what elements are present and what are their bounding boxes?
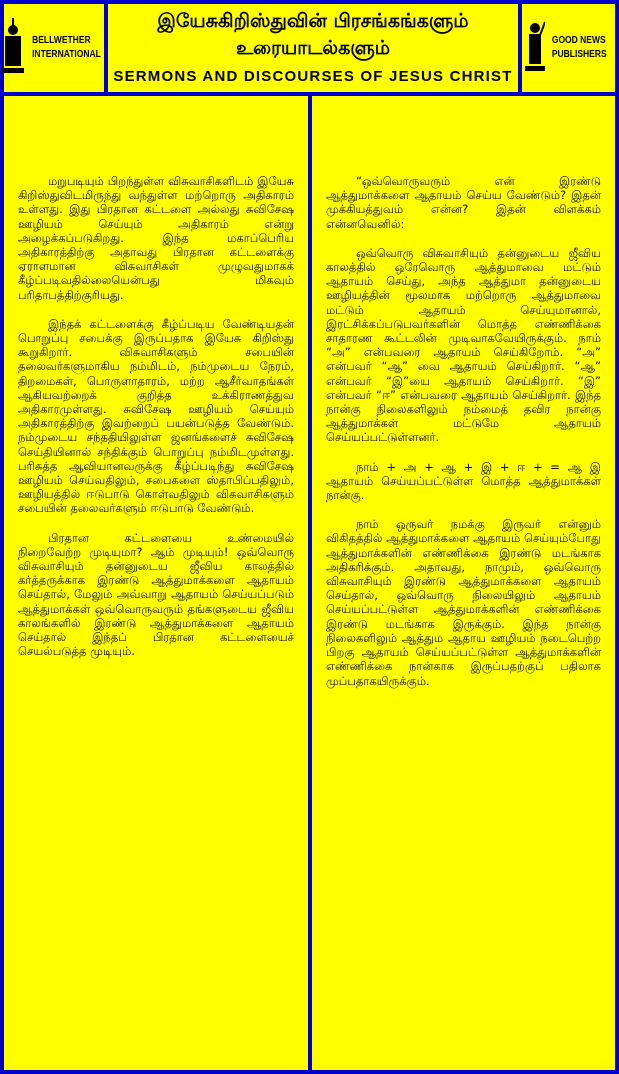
- left-paragraph: மறுபடியும் பிறந்துள்ள விசுவாசிகளிடம் இயேசு கிறிஸ்துவிடமிருந்து வந்துள்ள மற்றொரு அதிகாரம் உள்ளது. இது பிரதான கட்டளை அல்லது சுவிசேஷ ஊழியம் செய்யும் அதிகாரம் என்று அழைக்கப்படுகிறது. இந்த மகாப்பெரிய அதிகாரத்திற்கு அதாவது பிரதான கட்டளைக்கு ஏராளமான விசுவாசிகள் முழுவதுமாகக் கீழ்ப்படிவதில்லையென்பது மிகவும் பரிதாபத்திற்குரியது.: [18, 174, 294, 302]
- logo-right-line1: GOOD NEWS: [552, 35, 606, 46]
- title-english: SERMONS AND DISCOURSES OF JESUS CHRIST: [113, 68, 513, 85]
- herald-figure-icon: [525, 18, 545, 78]
- bellwether-figure-icon: [2, 18, 24, 78]
- good-news-publishers-logo: [522, 4, 615, 92]
- title-tamil-line2: உரையாடல்களும்: [235, 37, 391, 59]
- right-paragraph: நாம் + அ + ஆ + இ + ஈ + = ஆ இ ஆதாயம் செய்யப்பட்டுள்ள மொத்த ஆத்துமாக்கள் நான்கு.: [326, 459, 601, 503]
- logo-left-line2: INTERNATIONAL: [31, 49, 101, 60]
- logo-left-line1: BELLWETHER: [31, 35, 91, 46]
- right-column: [312, 96, 615, 1070]
- page-title-block: [108, 4, 518, 92]
- title-tamil-line1: இயேசுகிறிஸ்துவின் பிரசங்கங்களும்: [157, 10, 469, 32]
- left-column: [4, 96, 308, 1070]
- right-paragraph: “ஒவ்வொருவரும் என் இரண்டு ஆத்துமாக்களை ஆதாயம் செய்ய வேண்டும்? இதன் முக்கியத்துவம் என்ன? இதன் விளக்கம் என்னவெனில்:: [326, 174, 601, 231]
- right-paragraph: ஒவ்வொரு விசுவாசியும் தன்னுடைய ஜீவிய காலத்தில் ஒரேவொரு ஆத்துமாவை மட்டும் ஆதாயம் செய்து, அந்த ஆத்துமா தன்னுடைய ஊழியத்தின் மூலமாக மற்றொரு ஆத்துமாவை மட்டும் ஆதாயம் செய்யுமானால், இரட்சிக்கப்படுபவர்களின் மொத்த எண்ணிக்கை சாதாரண கூட்டலின் முடிவாகவேயிருக்கும். நாம் “அ” என்பவரை ஆதாயம் செய்கிறோம். “அ” என்பவர் “ஆ” வை ஆதாயம் செய்கிறார். “ஆ” என்பவர் “இ”யை ஆதாயம் செய்கிறார். “இ” என்பவர் “ஈ” என்பவரை ஆதாயம் செய்கிறார். இந்த நான்கு நிலைகளிலும் நம்மைத் தவிர நான்கு ஆத்துமாக்கள் மட்டுமே ஆதாயம் செய்யப்பட்டுள்ளனர்.: [326, 245, 601, 445]
- bellwether-logo: [4, 4, 104, 92]
- logo-right-line2: PUBLISHERS: [552, 49, 607, 60]
- left-paragraph: இந்தக் கட்டளைக்கு கீழ்ப்படிய வேண்டியதன் பொறுப்பு சபைக்கு இருப்பதாக இயேசு கிறிஸ்து கூறுகிறார். விசுவாசிகளும் சபையின் தலைவர்களுமாகிய நம்மிடம், நம்முடைய நேரம், திறமைகள், பொருளாதாரம், மற்ற ஆசீர்வாதங்கள் ஆகியவற்றைக் குறித்த உக்கிராணத்துவ அதிகாரமுள்ளது. சுவிசேஷ ஊழியம் செய்யும் அதிகாரத்திற்கு இவற்றைப் பயன்படுத்த வேண்டும். நம்முடைய சந்ததியிலுள்ள ஜனங்களைச் சுவிசேஷ செய்தியினால் சந்திக்கும் பொறுப்பு நம்மிடமுள்ளது. பரிசுத்த ஆவியானவருக்கு கீழ்ப்படிந்து சுவிசேஷ ஊழியம் செய்வதிலும், சபைகளை ஸ்தாபிப்பதிலும், ஊழியத்தில் ஈடுபாடு கொள்வதிலும் விசுவாசிகளும் சபையின் தலைவர்களும் ஈடுபாடு வேண்டும்.: [18, 316, 294, 516]
- right-paragraph: நாம் ஒருவர் நமக்கு இருவர் என்னும் விகிதத்தில் ஆத்துமாக்களை ஆதாயம் செய்யும்போது ஆத்துமாக்களின் எண்ணிக்கை இரண்டு மடங்காக அதிகரிக்கும். அதாவது, நாமும், ஒவ்வொரு விசுவாசியும் இரண்டு ஆத்துமாக்களை ஆதாயம் செய்தால், ஒவ்வொரு நிலையிலும் ஆதாயம் செய்யப்பட்டுள்ள ஆத்துமாக்களின் எண்ணிக்கை இரண்டு மடங்காக இருக்கும். இந்த நான்கு நிலைகளிலும் ஆத்தும ஆதாய ஊழியம் நடைபெற்ற பிறகு ஆதாயம் செய்யப்பட்டுள்ள ஆத்துமாக்களின் எண்ணிக்கை நான்காக இருப்பதற்குப் பதிலாக முப்பதாகயிருக்கும்.: [326, 517, 601, 688]
- left-paragraph: பிரதான கட்டளையை உண்மையில் நிறைவேற்ற முடியுமா? ஆம் முடியும்! ஒவ்வொரு விசுவாசியும் தன்னுடைய ஜீவிய காலத்தில் கர்த்தருக்காக இரண்டு ஆத்துமாக்களை ஆதாயம் செய்தால், மேலும் அவ்வாறு ஆதாயம் செய்யப்படும் ஆத்துமாக்கள் ஒவ்வொருவரும் தங்களுடைய ஜீவிய காலங்களில் இரண்டு ஆத்துமாக்களை ஆதாயம் செய்தால் இந்தப் பிரதான கட்டளையைச் செயல்படுத்த முடியும்.: [18, 530, 294, 659]
